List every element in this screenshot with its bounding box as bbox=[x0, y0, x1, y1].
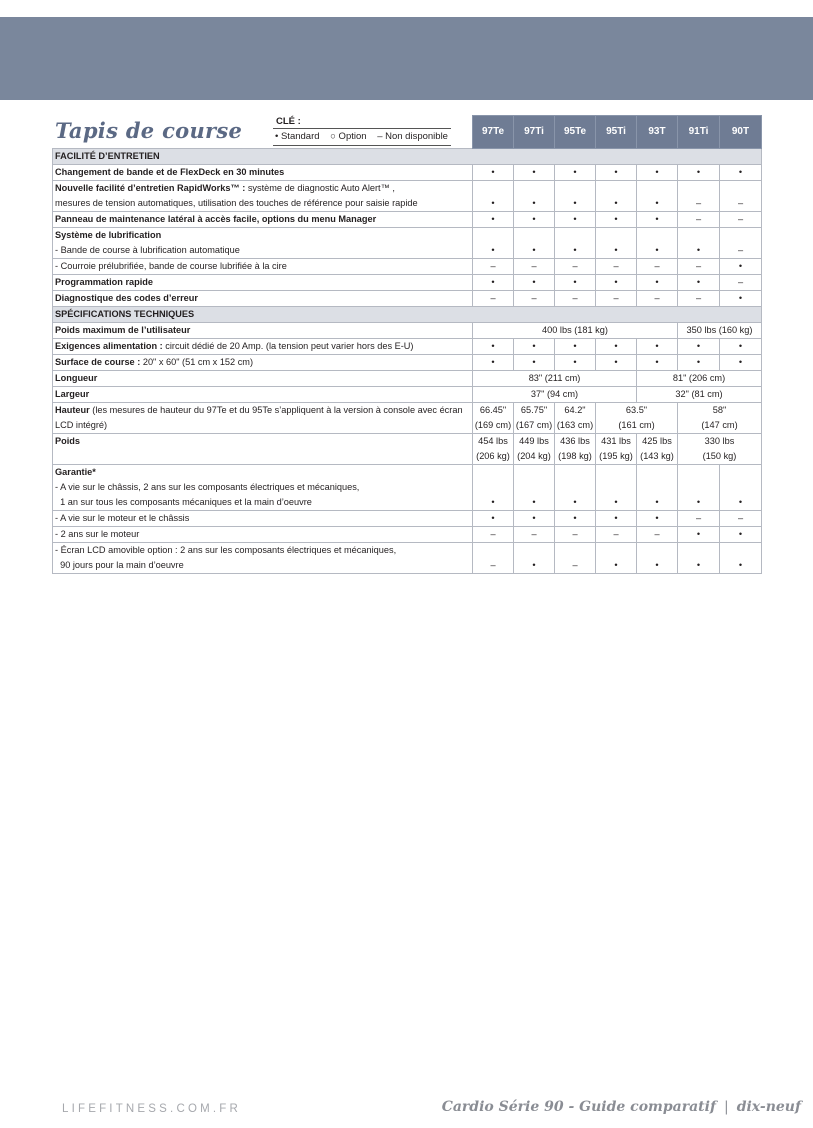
row-w-motor: - A vie sur le moteur et le châssis • • • • • – – bbox=[53, 510, 762, 526]
row-panel: Panneau de maintenance latéral à accès facile, options du menu Manager • • • • • – – bbox=[53, 211, 762, 227]
section-maintenance: FACILITÉ D’ENTRETIEN bbox=[53, 148, 762, 164]
row-power: Exigences alimentation : circuit dédié de 20 Amp. (la tension peut varier hors des E-U) • • • • • • • bbox=[53, 338, 762, 354]
model-91ti: 91Ti bbox=[678, 116, 720, 149]
footer-website: LIFEFITNESS.COM.FR bbox=[62, 1103, 241, 1115]
model-95ti: 95Ti bbox=[596, 116, 637, 149]
model-97ti: 97Ti bbox=[514, 116, 555, 149]
row-maxweight: Poids maximum de l’utilisateur 400 lbs (181 kg) 350 lbs (160 kg) bbox=[53, 322, 762, 338]
row-width: Largeur 37" (94 cm) 32" (81 cm) bbox=[53, 386, 762, 402]
footer-guide bbox=[442, 1099, 801, 1115]
footer-separator: | bbox=[723, 1099, 729, 1115]
model-93t: 93T bbox=[637, 116, 678, 149]
key-not-available: – Non disponible bbox=[377, 131, 448, 142]
row-lubrication: Système de lubrification - Bande de course à lubrification automatique • • • • • • – bbox=[53, 227, 762, 258]
row-rapidworks: Nouvelle facilité d’entretien RapidWorks™ : système de diagnostic Auto Alert™ , mesures de tension automatiques, utilisation des touches de référence pour saisie rapide • • • • • – – bbox=[53, 180, 762, 211]
key-option: ○ Option bbox=[330, 131, 367, 142]
row-height: Hauteur (les mesures de hauteur du 97Te et du 95Te s’appliquent à la version à console avec écran LCD intégré) 66.45" (169 cm) 65.75" (167 cm) 64.2" (163 cm) 63.5" (161 cm) 58" (147 cm) bbox=[53, 402, 762, 433]
page-title: Tapis de course bbox=[55, 118, 243, 143]
section-specs: SPÉCIFICATIONS TECHNIQUES bbox=[53, 306, 762, 322]
key-legend bbox=[273, 115, 451, 146]
key-label: CLÉ : bbox=[276, 116, 301, 127]
row-quickprog: Programmation rapide • • • • • • – bbox=[53, 274, 762, 290]
model-90t: 90T bbox=[720, 116, 762, 149]
spec-table bbox=[52, 115, 762, 574]
footer-page-number: dix-neuf bbox=[736, 1099, 801, 1115]
row-w-lcd: - Écran LCD amovible option : 2 ans sur les composants électriques et mécaniques, 90 jours pour la main d’oeuvre – • – • • • • bbox=[53, 542, 762, 573]
header-band bbox=[0, 17, 813, 100]
row-flexdeck: Changement de bande et de FlexDeck en 30 minutes • • • • • • • bbox=[53, 164, 762, 180]
row-w-2y: - 2 ans sur le moteur – – – – – • • bbox=[53, 526, 762, 542]
model-97te: 97Te bbox=[473, 116, 514, 149]
row-length: Longueur 83" (211 cm) 81" (206 cm) bbox=[53, 370, 762, 386]
row-surface: Surface de course : 20" x 60" (51 cm x 152 cm) • • • • • • • bbox=[53, 354, 762, 370]
row-lub-wax: - Courroie prélubrifiée, bande de course lubrifiée à la cire – – – – – – • bbox=[53, 258, 762, 274]
key-standard: • Standard bbox=[275, 131, 320, 142]
model-95te: 95Te bbox=[555, 116, 596, 149]
footer-guide-title: Cardio Série 90 - Guide comparatif bbox=[441, 1099, 716, 1115]
row-errors: Diagnostique des codes d’erreur – – – – – – • bbox=[53, 290, 762, 306]
row-weight: Poids 454 lbs (206 kg) 449 lbs (204 kg) 436 lbs (198 kg) 431 lbs (195 kg) 425 lbs (143 kg) 330 lbs (150 kg) bbox=[53, 433, 762, 464]
row-warranty: Garantie* - A vie sur le châssis, 2 ans sur les composants électriques et mécaniques, 1 an sur tous les composants mécaniques et la main d’oeuvre • • • • • • • bbox=[53, 464, 762, 510]
